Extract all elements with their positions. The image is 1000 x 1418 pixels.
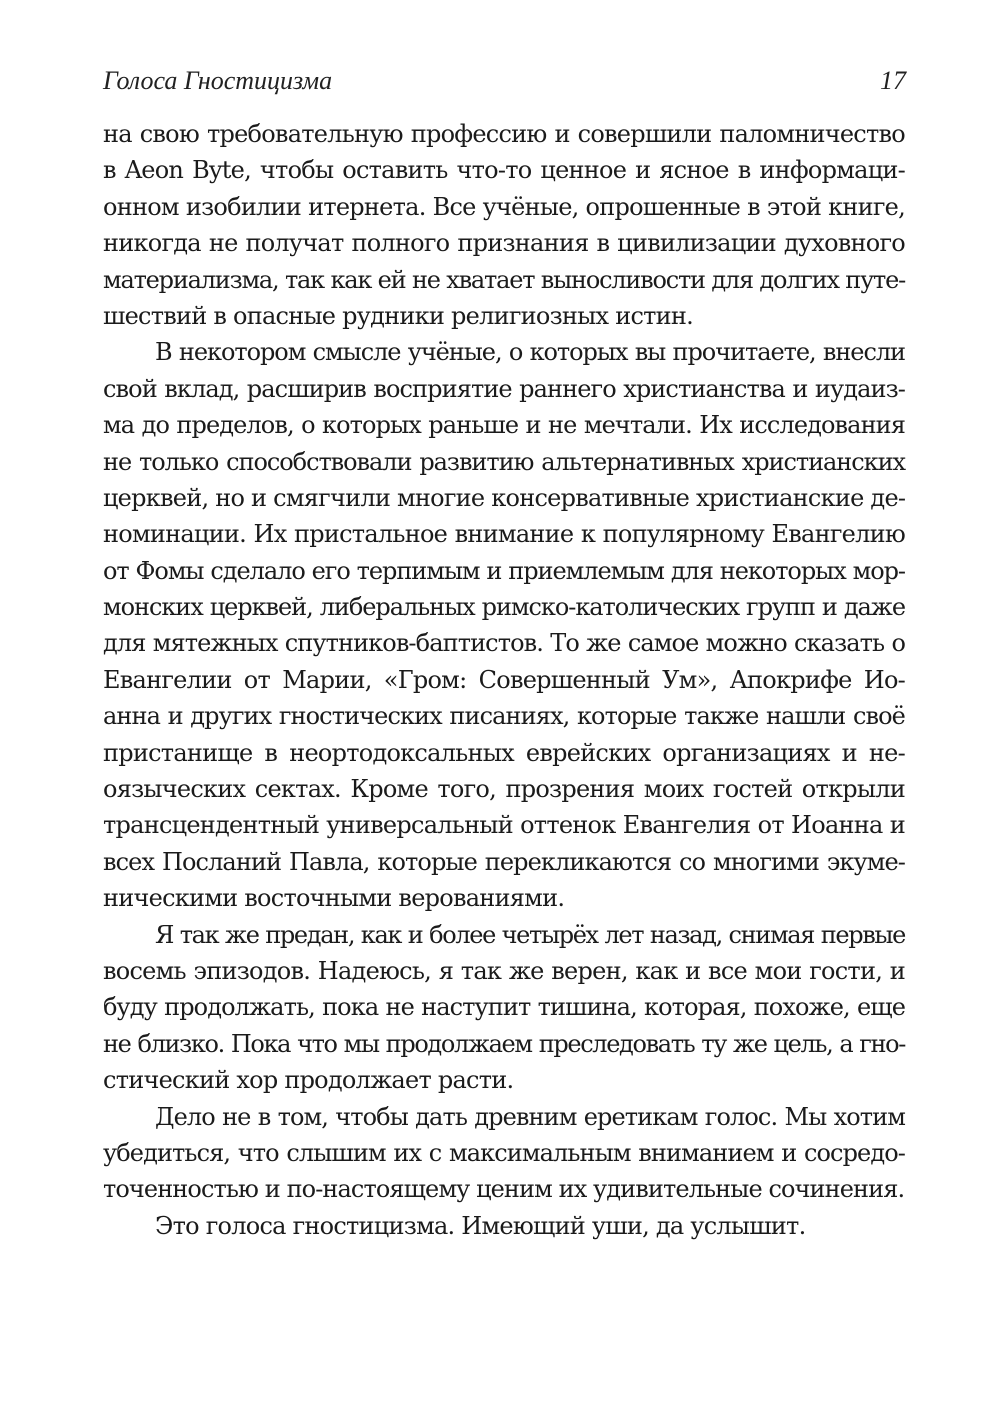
paragraph-2-line: от Фомы сделало его терпимым и приемлемым для некоторых мор-	[103, 556, 905, 585]
paragraph-1-line: онном изобилии итернета. Все учёные, опрошенные в этой книге,	[103, 192, 905, 221]
paragraph-2-line: церквей, но и смягчили многие консервативные христианские де-	[103, 483, 906, 512]
page-number: 17	[880, 66, 906, 95]
paragraph-2-line: монских церквей, либеральных римско-католических групп и даже	[103, 593, 905, 622]
paragraph-3-line: буду продолжать, пока не наступит тишина, которая, похоже, еще	[103, 993, 905, 1022]
paragraph-3-line: стический хор продолжает расти.	[103, 1066, 514, 1095]
paragraph-2-line: свой вклад, расширив восприятие раннего христианства и иудаиз-	[103, 374, 905, 403]
paragraph-5-line: Это голоса гностицизма. Имеющий уши, да услышит.	[155, 1211, 806, 1240]
paragraph-2-line: анна и других гностических писаниях, которые также нашли своё	[103, 702, 905, 731]
running-head-title: Голоса Гностицизма	[103, 66, 333, 95]
paragraph-2-line: для мятежных спутников-баптистов. То же самое можно сказать о	[103, 629, 905, 658]
paragraph-2-line: оязыческих сектах. Кроме того, прозрения моих гостей открыли	[103, 775, 905, 804]
paragraph-1-line: в Aeon Byte, чтобы оставить что-то ценное и ясное в информаци-	[103, 156, 905, 185]
paragraph-2-line: номинации. Их пристальное внимание к популярному Евангелию	[103, 520, 905, 549]
paragraph-2-line: всех Посланий Павла, которые перекликаются со многими экуме-	[103, 847, 905, 876]
paragraph-1-line: никогда не получат полного признания в цивилизации духовного	[103, 229, 905, 258]
paragraph-2-line: Евангелии от Марии, «Гром: Совершенный Ум», Апокрифе Ио-	[103, 665, 905, 694]
paragraph-4-line: точенностью и по-настоящему ценим их удивительные сочинения.	[103, 1175, 905, 1204]
paragraph-2-line: трансцендентный универсальный оттенок Евангелия от Иоанна и	[103, 811, 905, 840]
paragraph-3-line: Я так же предан, как и более четырёх лет назад, снимая первые	[155, 920, 905, 949]
paragraph-3-line: не близко. Пока что мы продолжаем преследовать ту же цель, а гно-	[103, 1029, 905, 1058]
paragraph-2-line: пристанище в неортодоксальных еврейских организациях и не-	[103, 738, 905, 767]
paragraph-1-line: шествий в опасные рудники религиозных истин.	[103, 301, 694, 330]
paragraph-1-line: на свою требовательную профессию и совершили паломничество	[103, 120, 905, 148]
paragraph-1-line: материализма, так как ей не хватает выносливости для долгих путе-	[103, 265, 905, 294]
paragraph-2-line: ническими восточными верованиями.	[103, 884, 565, 913]
paragraph-2-line: В некотором смысле учёные, о которых вы прочитаете, внесли	[155, 338, 905, 367]
paragraph-4-line: убедиться, что слышим их с максимальным вниманием и сосредо-	[103, 1138, 905, 1167]
paragraph-2-line: ма до пределов, о которых раньше и не мечтали. Их исследования	[103, 411, 905, 440]
body-text	[103, 116, 905, 1244]
paragraph-4-line: Дело не в том, чтобы дать древним еретикам голос. Мы хотим	[155, 1102, 905, 1131]
paragraph-3-line: восемь эпизодов. Надеюсь, я так же верен, как и все мои гости, и	[103, 956, 905, 985]
paragraph-2-line: не только способствовали развитию альтернативных христианских	[103, 447, 905, 476]
